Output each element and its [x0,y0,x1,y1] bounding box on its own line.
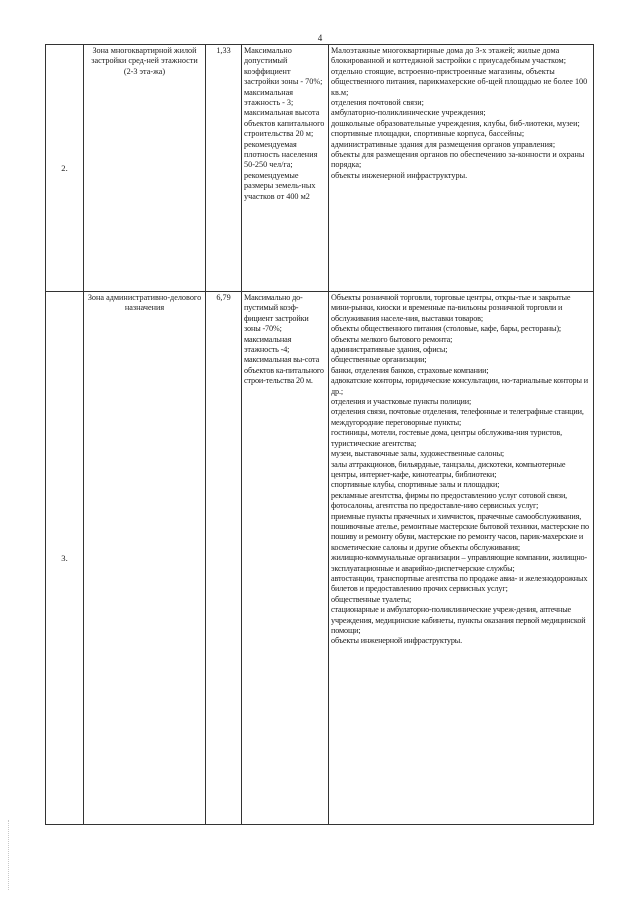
use-item: музеи, выставочные залы, художественные салоны; [331,449,505,459]
use-item: автостанции, транспортные агентства по продаже авиа- и железнодорожных билетов и предоставлению прочих сервисных услуг; [331,573,588,594]
use-item: отделения и участковые пункты полиции; [331,397,472,407]
use-item: объекты общественного питания (столовые, кафе, бары, рестораны); [331,324,562,334]
use-item: Объекты розничной торговли, торговые центры, откры-тые и закрытые мини-рынки, киоски и временные па-вильоны розничной торговли и обслуживания населе-ния, выставки товаров; [331,293,571,323]
use-item: амбулаторно-поликлинические учреждения; [331,108,486,118]
use-item: общественные организации; [331,355,427,365]
table-row [46,292,594,825]
use-item: объекты инженерной инфраструктуры. [331,636,463,646]
zone-parameters: Максимально до-пустимый коэф-фициент застройки зоны -70%; максимальная этажность -4; максимальная вы-сота объектов ка-питального строи-тельства 20 м. [242,292,329,825]
use-item: отделения связи, почтовые отделения, телефонные и телеграфные станции, междугородние переговорные пункты; [331,407,584,427]
use-item: спортивные клубы, спортивные залы и площадки; [331,480,500,490]
use-item: административные здания, офисы; [331,345,448,355]
page-number: 4 [317,33,323,43]
use-item: приемные пункты прачечных и химчисток, прачечные самообслуживания, пошивочные ателье, ремонтные мастерские бытовой техники, мастерские по пошиву и ремонту обуви, мастерские по ремонту часов, парик-махерские и косметические салоны и другие объекты обслуживания; [331,511,589,552]
zone-name: Зона административно-делового назначения [84,292,206,825]
use-item: банки, отделения банков, страховые компании; [331,365,489,375]
scan-artifact [8,820,10,890]
permitted-uses [329,292,594,825]
use-item: административные здания для размещения органов управления; [331,139,556,149]
zone-parameters: Максимально допустимый коэффициент застройки зоны - 70%; максимальная этажность - 3; максимальная высота объектов капитального строительства 20 м; рекомендуемая плотность населения 50-250 чел/га; рекомендуемые размеры земель-ных участков от 400 м2 [242,45,329,292]
use-item: спортивные площадки, спортивные корпуса, бассейны; [331,129,525,139]
use-item: дошкольные образовательные учреждения, клубы, биб-лиотеки, музеи; [331,118,580,128]
use-item: объекты для размещения органов по обеспечению за-конности и охраны порядка; [331,150,585,170]
use-item: общественные туалеты; [331,594,412,604]
zone-area: 6,79 [206,292,242,825]
use-item: адвокатские конторы, юридические консультации, но-тариальные конторы и др.; [331,376,588,396]
use-item: Малоэтажные многоквартирные дома до 3-х этажей; жилые дома блокированной и коттеджной застройки с приусадебным участком; [331,46,566,66]
use-item: гостиницы, мотели, гостевые дома, центры обслужива-ния туристов, туристические агентства; [331,428,562,448]
row-number: 2. [46,45,84,292]
use-item: отделения почтовой связи; [331,98,424,108]
use-item: залы аттракционов, бильярдные, танцзалы, дискотеки, компьютерные центры, интернет-кафе, кинотеатры, библиотеки; [331,459,566,479]
use-item: стационарные и амбулаторно-поликлинические учреж-дения, аптечные учреждения, медицинские кабинеты, пункты оказания первой медицинской помощи; [331,605,586,635]
zone-area: 1,33 [206,45,242,292]
row-number: 3. [46,292,84,825]
zones-table [45,44,594,825]
zone-name: Зона многоквартирной жилой застройки сред-ней этажности (2-3 эта-жа) [84,45,206,292]
permitted-uses [329,45,594,292]
use-item: жилищно-коммунальные организации – управляющие компании, жилищно-эксплуатационные и аварийно-диспетчерские службы; [331,553,588,573]
table-row [46,45,594,292]
use-item: объекты инженерной инфраструктуры. [331,170,468,180]
use-item: отдельно стоящие, встроенно-пристроенные магазины, объекты общественного питания, парикмахерские об-щей площадью не более 100 кв.м; [331,66,588,97]
use-item: рекламные агентства, фирмы по предоставлению услуг сотовой связи, фотосалоны, агентства по предоставле-нию сервисных услуг; [331,490,568,511]
use-item: объекты мелкого бытового ремонта; [331,334,453,344]
